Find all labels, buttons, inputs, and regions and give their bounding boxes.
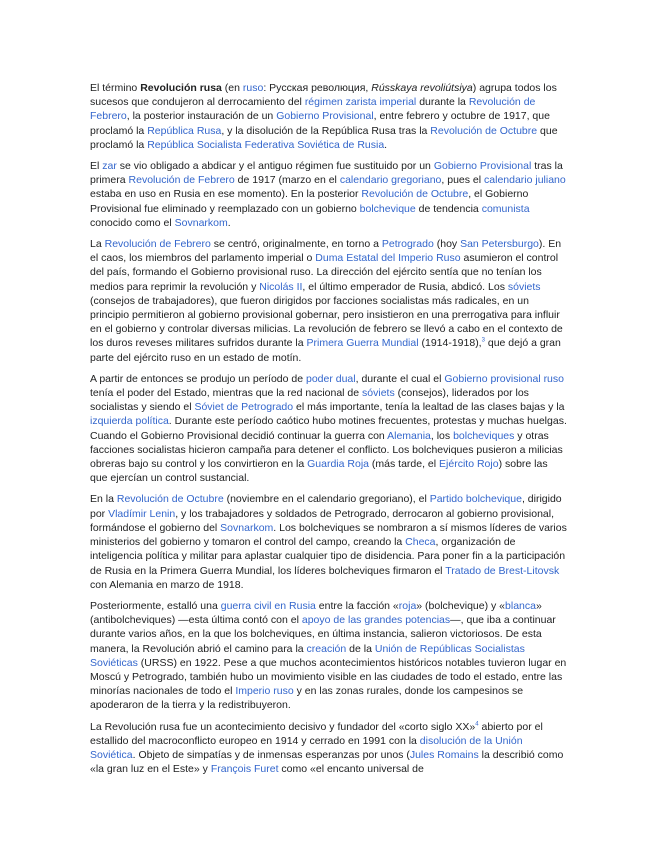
text-run: ) sobre las que ejercían un control sustancial.	[90, 458, 548, 485]
text-run: estaba en uso en Rusia en ese momento). En la posterior	[90, 188, 362, 201]
text-run: Posteriormente, estalló una	[90, 599, 221, 612]
text-run: que dejó a gran parte del ejército ruso en un estado de motín.	[90, 337, 561, 364]
text-run: de 1917 (marzo en el	[234, 174, 340, 187]
text-run: (noviembre en el calendario gregoriano), el	[223, 493, 430, 506]
article-link[interactable]: guerra civil en Rusia	[220, 599, 316, 612]
text-run: , los	[430, 429, 454, 442]
paragraph	[90, 372, 568, 486]
paragraph	[90, 599, 568, 713]
text-run: se centró, originalmente, en torno a	[210, 238, 382, 251]
text-run: (consejos de trabajadores), que fueron dirigidos por facciones socialistas más radicales, en un principio permitieron al gobierno provisional gobernar, pero insistieron en una prerrogativa para influir en el gobierno y controlar diversas milicias. La revolución de febrero se llevó a cabo en el contexto de los duros reveses militares sufridos durante la	[90, 294, 563, 350]
paragraph	[90, 720, 568, 777]
article-body	[90, 81, 568, 783]
text-run: .	[227, 216, 231, 229]
article-link[interactable]: Partido bolchevique	[429, 493, 522, 506]
text-run: . Los bolcheviques se nombraron a sí mismos líderes de varios ministerios del gobierno y tomaron el control del campo, creando la	[90, 521, 567, 549]
text-run: » (bolchevique) y «	[416, 599, 506, 612]
text-run: ) agrupa todos los sucesos que condujeron al derrocamiento del	[90, 82, 557, 109]
article-link[interactable]: Sovnarkom	[220, 521, 274, 534]
article-link[interactable]: Petrogrado	[381, 238, 434, 251]
article-link[interactable]: Revolución de Octubre	[116, 493, 224, 506]
text-run: tenía el poder del Estado, mientras que la red nacional de	[90, 387, 363, 400]
paragraph	[90, 159, 568, 230]
article-link[interactable]: bolcheviques	[453, 429, 515, 442]
text-run: , y la disolución de la República Rusa tras la	[221, 124, 431, 137]
text-run: conocido como el	[90, 216, 175, 229]
article-link[interactable]: François Furet	[210, 763, 279, 776]
text-run: , dirigido por	[90, 493, 562, 520]
text-run: (más tarde, el	[369, 458, 440, 471]
article-link[interactable]: República Socialista Federativa Soviética de Rusia	[147, 138, 385, 151]
article-link[interactable]: ruso	[242, 82, 264, 94]
text-run: En la	[90, 493, 117, 506]
text-run: .	[384, 138, 388, 151]
text-run: como «el encanto universal de	[278, 763, 424, 776]
article-link[interactable]: bolchevique	[359, 202, 416, 215]
article-link[interactable]: Revolución de Octubre	[361, 188, 469, 201]
article-link[interactable]: Tratado de Brest-Litovsk	[445, 564, 560, 577]
text-run: , durante el cual el	[355, 372, 445, 385]
italic-text: Rússkaya revoliútsiya	[371, 82, 473, 94]
text-run: (1914-1918),	[418, 337, 482, 350]
text-run: con Alemania en marzo de 1918.	[90, 578, 244, 591]
article-link[interactable]: blanca	[505, 599, 536, 612]
article-link[interactable]: Revolución de Febrero	[104, 238, 211, 251]
article-link[interactable]: Primera Guerra Mundial	[306, 337, 419, 350]
article-link[interactable]: sóviets	[362, 387, 395, 400]
text-run: , y los trabajadores y soldados de Petrogrado, derrocaron al gobierno provisional, formándose el gobierno del	[90, 507, 555, 534]
text-run: La Revolución rusa fue un acontecimiento decisivo y fundador del «corto siglo XX»	[90, 720, 476, 733]
article-link[interactable]: apoyo de las grandes potencias	[301, 614, 451, 627]
text-run: (URSS) en 1922. Pese a que muchos acontecimientos históricos notables tuvieron lugar en Moscú y Petrogrado, también hubo un movimiento visible en las ciudades de todo el estado, entre las minorías nacionales de todo el	[90, 656, 567, 698]
text-run: entre la facción «	[315, 599, 399, 612]
article-link[interactable]: sóviets	[507, 280, 541, 293]
article-link[interactable]: Alemania	[387, 429, 431, 442]
article-link[interactable]: Sóviet de Petrogrado	[194, 401, 294, 414]
text-run: que proclamó la	[90, 124, 558, 151]
text-run: , pues el	[441, 174, 485, 187]
article-link[interactable]: comunista	[481, 202, 530, 215]
article-link[interactable]: Checa	[405, 536, 436, 549]
text-run: » (antibolcheviques) —esta última contó con el	[90, 599, 542, 627]
article-link[interactable]: Imperio ruso	[235, 685, 294, 698]
paragraph	[90, 81, 568, 152]
text-run: El	[90, 160, 103, 173]
paragraph	[90, 492, 568, 591]
article-link[interactable]: régimen zarista imperial	[304, 96, 417, 109]
article-link[interactable]: creación	[306, 642, 347, 655]
text-run: . Objeto de simpatías y de inmensas esperanzas por unos (	[132, 748, 410, 761]
text-run: La	[90, 238, 105, 251]
article-link[interactable]: roja	[398, 599, 417, 612]
text-run: , entre febrero y octubre de 1917, que proclamó la	[90, 110, 550, 137]
article-link[interactable]: Duma Estatal del Imperio Ruso	[315, 252, 461, 265]
article-link[interactable]: República Rusa	[147, 124, 222, 137]
text-run: , organización de inteligencia política y militar para aplastar cualquier tipo de disidencia. Para poner fin a la participación de Rusia en la Primera Guerra Mundial, los líderes bolcheviques firmaron el	[90, 536, 566, 577]
text-run: , el último emperador de Rusia, abdicó. Los	[302, 280, 508, 293]
article-link[interactable]: Gobierno Provisional	[433, 160, 532, 173]
text-run: de tendencia	[415, 202, 482, 215]
text-run: el más importante, tenía la lealtad de las clases bajas y la	[293, 401, 565, 414]
text-run: y en las zonas rurales, donde los campesinos se apoderaron de la tierra y la redistribuyeron.	[90, 685, 524, 712]
text-run: tras la primera	[90, 160, 563, 187]
article-link[interactable]: Sovnarkom	[174, 216, 228, 229]
text-run: ). En el caos, los miembros del parlamento imperial o	[90, 238, 562, 265]
article-link[interactable]: Ejército Rojo	[439, 458, 499, 471]
article-link[interactable]: Jules Romains	[409, 748, 479, 761]
paragraph	[90, 237, 568, 365]
article-link[interactable]: calendario gregoriano	[339, 174, 442, 187]
article-link[interactable]: Vladímir Lenin	[108, 507, 176, 520]
article-link[interactable]: calendario juliano	[484, 174, 566, 187]
article-link[interactable]: San Petersburgo	[460, 238, 539, 251]
text-run: (en	[221, 82, 243, 94]
text-run: se vio obligado a abdicar y el antiguo régimen fue sustituido por un	[116, 160, 434, 173]
article-link[interactable]: zar	[102, 160, 117, 173]
text-run: (consejos), liderados por los socialistas y siendo el	[90, 387, 529, 414]
text-run: (hoy	[433, 238, 461, 251]
text-run: abierto por el estallido del macroconflicto europeo en 1914 y cerrado en 1991 con la	[90, 720, 543, 747]
footnote-ref[interactable]: 3	[481, 337, 485, 344]
bold-term: Revolución rusa	[140, 82, 222, 94]
text-run: : Русская революция,	[263, 82, 372, 94]
article-link[interactable]: Gobierno provisional ruso	[444, 372, 564, 385]
article-link[interactable]: Guardia Roja	[307, 458, 369, 471]
footnote-ref[interactable]: 4	[475, 721, 479, 728]
article-link[interactable]: Revolución de Febrero	[90, 96, 536, 123]
text-run: la describió como «la gran luz en el Este» y	[90, 748, 564, 776]
article-link[interactable]: Revolución de Octubre	[430, 124, 538, 137]
text-run: durante la	[416, 96, 469, 109]
text-run: y otras facciones socialistas hicieron campaña para detener el conflicto. Los bolcheviques pusieron a milicias obreras bajo su control y los convirtieron en la	[90, 429, 563, 471]
text-run: , la posterior instauración de un	[126, 110, 277, 123]
article-link[interactable]: izquierda política	[90, 415, 169, 428]
article-link[interactable]: Revolución de Febrero	[128, 174, 235, 187]
text-run: . Durante este período caótico hubo motines frecuentes, protestas y muchas huelgas. Cuando el Gobierno Provisional decidió continuar la guerra con	[90, 415, 567, 442]
text-run: asumieron el control del país, formando el Gobierno provisional ruso. La dirección del ejército sentía que no tenían los medios para reprimir la revolución y	[90, 252, 559, 293]
article-link[interactable]: disolución de la Unión Soviética	[90, 734, 523, 761]
text-run: El término	[90, 82, 141, 94]
article-link[interactable]: Unión de Repúblicas Socialistas Soviéticas	[90, 642, 525, 669]
text-run: —, que iba a continuar durante varios años, en la que los bolcheviques, en última instancia, salieron victoriosos. De esta manera, la Revolución abrió el camino para la	[90, 614, 556, 655]
text-run: A partir de entonces se produjo un período de	[90, 372, 306, 385]
article-link[interactable]: Gobierno Provisional	[276, 110, 374, 123]
article-link[interactable]: poder dual	[305, 372, 356, 385]
article-link[interactable]: Nicolás II	[259, 280, 303, 293]
text-run: de la	[346, 642, 375, 655]
text-run: , el Gobierno Provisional fue eliminado y reemplazado con un gobierno	[90, 188, 529, 215]
